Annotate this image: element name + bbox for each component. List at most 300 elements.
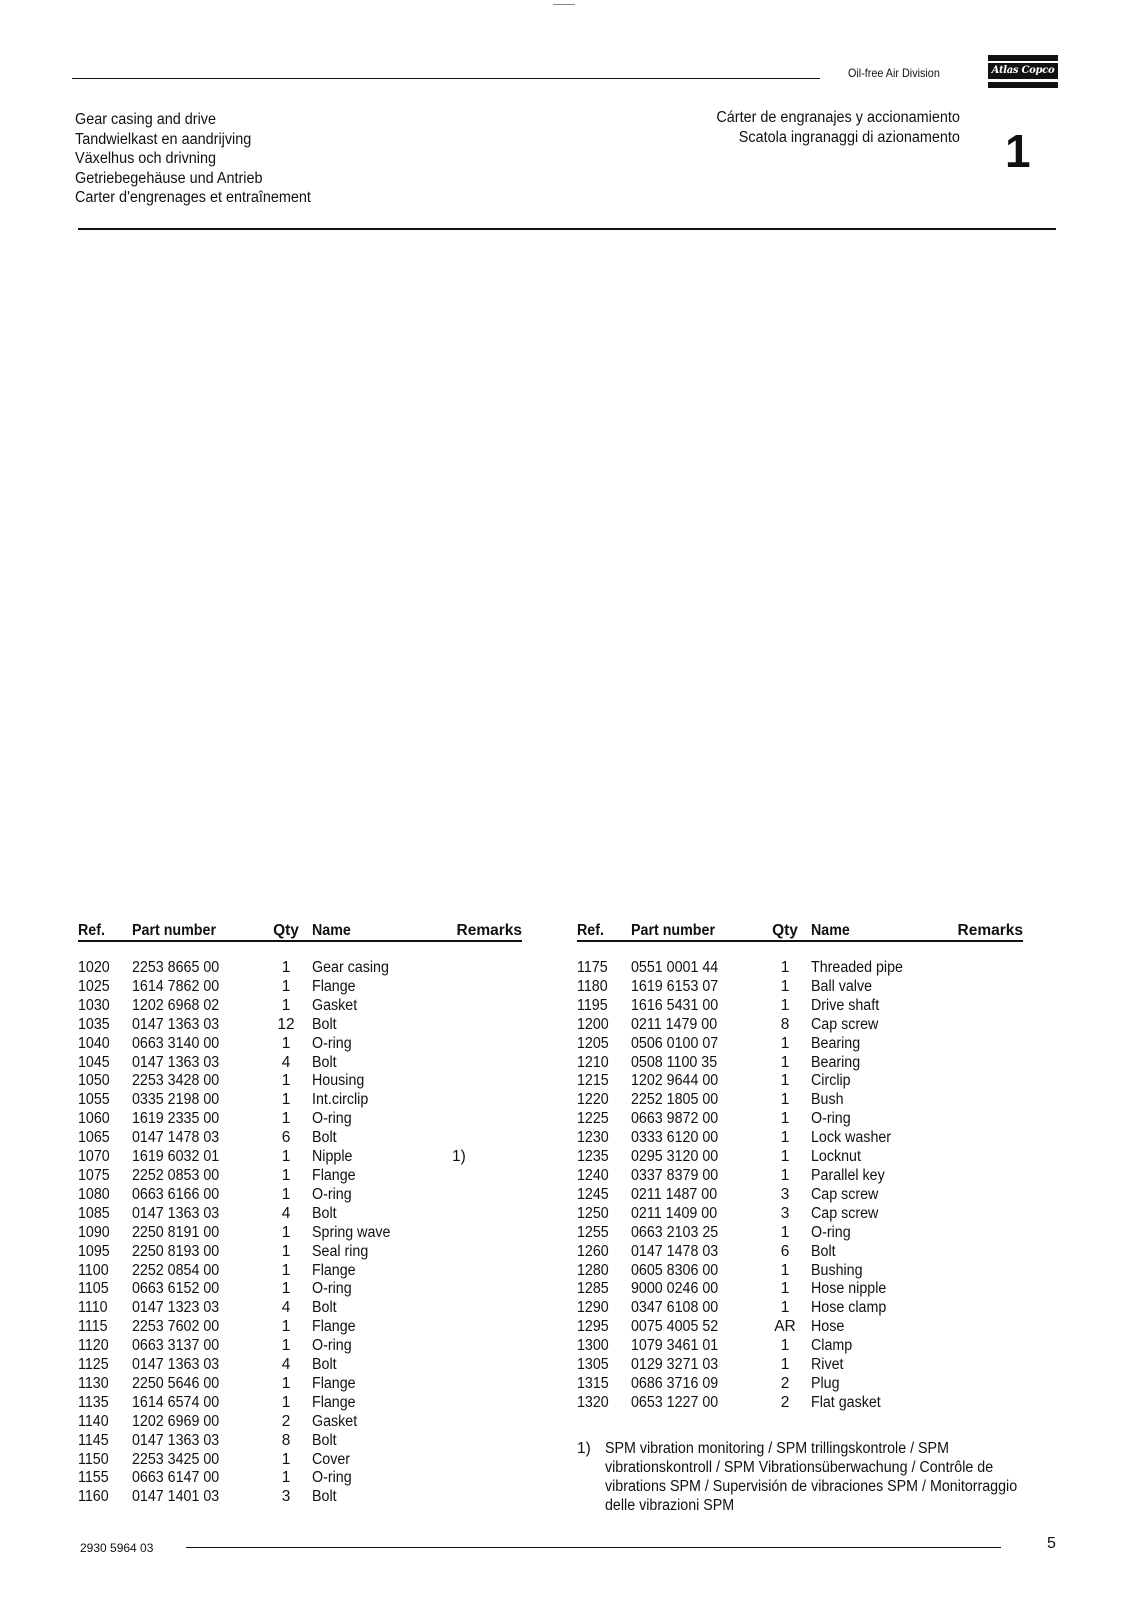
column-header-name: Name [805,918,953,941]
qty-cell: 1 [281,1034,291,1052]
remarks-cell [953,1299,1023,1318]
name-cell: Flange [312,1393,356,1411]
qty-cell: 1 [281,1469,291,1487]
table-row [78,1016,522,1035]
remarks-cell [953,1186,1023,1205]
part-number-cell: 2253 3425 00 [132,1450,220,1468]
part-number-cell: 0295 3120 00 [631,1148,719,1166]
column-header-remarks: Remarks [953,918,1023,941]
remarks-cell [452,1413,522,1432]
column-header-part-number: Part number [132,918,266,941]
ref-cell: 1090 [78,1223,110,1241]
qty-cell: 1 [780,1053,790,1071]
part-number-cell: 0686 3716 09 [631,1374,719,1392]
part-number-cell: 1619 2335 00 [132,1110,220,1128]
ref-cell: 1220 [577,1091,609,1109]
ref-cell: 1210 [577,1053,609,1071]
ref-cell: 1215 [577,1072,609,1090]
part-number-cell: 0551 0001 44 [631,959,719,976]
column-header-qty: Qty [765,918,805,941]
table-row [78,1356,522,1375]
remarks-cell [452,978,522,997]
remarks-cell [452,1224,522,1243]
name-cell: Bolt [811,1242,836,1260]
remarks-cell [953,1035,1023,1054]
title-rule [78,228,1056,230]
logo-wordmark: Atlas Copco [988,63,1058,79]
part-number-cell: 0211 1479 00 [631,1015,718,1033]
part-number-cell: 1619 6032 01 [132,1148,220,1166]
qty-cell: 1 [780,1129,790,1147]
name-cell: Cap screw [811,1185,879,1203]
part-number-cell: 2250 5646 00 [132,1374,220,1392]
brand-logo [988,55,1058,89]
table-row [577,1356,1023,1375]
ref-cell: 1290 [577,1299,609,1317]
table-row [78,1318,522,1337]
name-cell: Gasket [312,996,358,1014]
section-titles-left [75,110,311,208]
qty-cell: 1 [281,1091,291,1109]
qty-cell: 1 [780,1280,790,1298]
ref-cell: 1240 [577,1166,609,1184]
remarks-cell [452,1186,522,1205]
qty-cell: 1 [780,1110,790,1128]
table-row [577,1110,1023,1129]
qty-cell: 1 [281,1374,291,1392]
part-number-cell: 1079 3461 01 [631,1337,719,1355]
qty-cell: 8 [281,1431,291,1449]
qty-cell: 1 [281,1223,291,1241]
table-row [577,1205,1023,1224]
logo-bar-top [988,55,1058,61]
part-number-cell: 0663 2103 25 [631,1223,719,1241]
name-cell: Cover [312,1450,351,1468]
remarks-cell [452,1110,522,1129]
part-number-cell: 0663 6147 00 [132,1469,220,1487]
part-number-cell: 1202 6969 00 [132,1412,220,1430]
division-label: Oil-free Air Division [848,66,940,80]
part-number-cell: 0075 4005 52 [631,1318,719,1336]
name-cell: Spring wave [312,1223,391,1241]
table-row [78,1186,522,1205]
remarks-cell [953,1224,1023,1243]
qty-cell: 1 [780,1223,790,1241]
table-row [577,1129,1023,1148]
parts-table-left [78,918,522,1507]
table-row [78,1148,522,1167]
table-row [78,959,522,978]
part-number-cell: 0663 6152 00 [132,1280,220,1298]
part-number-cell: 0663 3137 00 [132,1337,220,1355]
remarks-cell [953,1280,1023,1299]
qty-cell: 2 [780,1393,790,1411]
name-cell: O-ring [811,1110,851,1128]
part-number-cell: 1614 6574 00 [132,1393,220,1411]
name-cell: Gasket [312,1412,358,1430]
name-cell: O-ring [312,1034,352,1052]
qty-cell: 1 [281,1450,291,1468]
table-row [577,1091,1023,1110]
table-row [577,1016,1023,1035]
remarks-cell [452,1072,522,1091]
part-number-cell: 0333 6120 00 [631,1129,719,1147]
name-cell: Bearing [811,1034,861,1052]
part-number-cell: 0653 1227 00 [631,1393,719,1411]
remarks-cell [452,1318,522,1337]
ref-cell: 1295 [577,1318,609,1336]
remarks-cell [452,1016,522,1035]
table-row [78,1432,522,1451]
table-row [78,1054,522,1073]
section-number: 1 [1005,125,1031,177]
ref-cell: 1095 [78,1242,110,1260]
table-row [78,1375,522,1394]
ref-cell: 1315 [577,1374,609,1392]
ref-cell: 1070 [78,1148,110,1166]
table-row [78,1205,522,1224]
qty-cell: 4 [281,1299,291,1317]
part-number-cell: 2252 0853 00 [132,1166,220,1184]
table-row [78,1280,522,1299]
name-cell: Flange [312,977,356,995]
qty-cell: 1 [780,1337,790,1355]
remarks-cell [953,1016,1023,1035]
ref-cell: 1050 [78,1072,110,1090]
table-row [577,959,1023,978]
table-header-row [78,918,522,941]
title-english: Gear casing and drive [75,111,217,128]
table-spacer-row [577,941,1023,959]
ref-cell: 1140 [78,1412,109,1430]
table-row [78,1451,522,1470]
name-cell: Lock washer [811,1129,892,1147]
ref-cell: 1230 [577,1129,609,1147]
name-cell: Flange [312,1261,356,1279]
table-row [78,1091,522,1110]
qty-cell: 1 [281,1185,291,1203]
header-rule [72,78,820,79]
name-cell: Bolt [312,1299,337,1317]
part-number-cell: 0147 1363 03 [132,1204,220,1222]
part-number-cell: 0663 9872 00 [631,1110,719,1128]
ref-cell: 1065 [78,1129,110,1147]
remarks-cell [953,1394,1023,1413]
remarks-cell [953,1262,1023,1281]
part-number-cell: 0147 1478 03 [631,1242,719,1260]
name-cell: Bolt [312,1015,337,1033]
qty-cell: 4 [281,1204,291,1222]
ref-cell: 1130 [78,1374,109,1392]
table-row [78,1394,522,1413]
qty-cell: 1 [281,977,291,995]
title-dutch: Tandwielkast en aandrijving [75,130,252,148]
section-titles-right [716,108,960,147]
name-cell: Seal ring [312,1242,369,1260]
qty-cell: 1 [780,1261,790,1279]
ref-cell: 1250 [577,1204,609,1222]
name-cell: Flat gasket [811,1393,881,1411]
title-italian: Scatola ingranaggi di azionamento [738,128,960,146]
qty-cell: 1 [281,1261,291,1279]
part-number-cell: 2252 0854 00 [132,1261,220,1279]
remarks-cell [452,1054,522,1073]
qty-cell: 4 [281,1053,291,1071]
name-cell: O-ring [312,1337,352,1355]
table-row [577,1280,1023,1299]
part-number-cell: 0508 1100 35 [631,1053,718,1071]
ref-cell: 1180 [577,977,608,995]
remarks-cell [452,1451,522,1470]
name-cell: Locknut [811,1148,861,1166]
column-header-remarks: Remarks [452,918,522,941]
name-cell: Bolt [312,1204,337,1222]
remarks-cell [452,1262,522,1281]
qty-cell: 1 [281,1337,291,1355]
table-row [577,1394,1023,1413]
ref-cell: 1125 [78,1356,109,1374]
remarks-cell [452,1035,522,1054]
table-header-row [577,918,1023,941]
remarks-cell [452,997,522,1016]
ref-cell: 1060 [78,1110,110,1128]
remarks-cell [953,1243,1023,1262]
remarks-cell [452,1280,522,1299]
name-cell: Flange [312,1374,356,1392]
ref-cell: 1150 [78,1450,109,1468]
column-header-part-number: Part number [631,918,765,941]
qty-cell: 1 [281,1393,291,1411]
part-number-cell: 0147 1363 03 [132,1015,220,1033]
part-number-cell: 2253 8665 00 [132,959,220,976]
name-cell: Parallel key [811,1166,885,1184]
ref-cell: 1110 [78,1299,108,1317]
table-row [78,1469,522,1488]
part-number-cell: 1616 5431 00 [631,996,719,1014]
table-row [78,1299,522,1318]
part-number-cell: 0663 6166 00 [132,1185,220,1203]
qty-cell: 1 [281,1166,291,1184]
name-cell: Cap screw [811,1204,879,1222]
remarks-cell [452,1299,522,1318]
name-cell: Int.circlip [312,1091,369,1109]
ref-cell: 1085 [78,1204,110,1222]
ref-cell: 1305 [577,1356,609,1374]
remarks-cell: 1) [452,1148,466,1166]
table-row [577,1148,1023,1167]
footer-rule [186,1547,1001,1548]
name-cell: Hose [811,1318,845,1336]
qty-cell: 1 [780,977,790,995]
top-edge-mark [553,4,575,5]
ref-cell: 1300 [577,1337,609,1355]
ref-cell: 1280 [577,1261,609,1279]
part-number-cell: 2250 8191 00 [132,1223,220,1241]
table-row [577,1299,1023,1318]
ref-cell: 1030 [78,996,110,1014]
table-row [577,978,1023,997]
name-cell: Hose clamp [811,1299,887,1317]
name-cell: Circlip [811,1072,851,1090]
part-number-cell: 0147 1363 03 [132,1053,220,1071]
table-row [577,1262,1023,1281]
name-cell: Bolt [312,1431,337,1449]
table-row [78,1413,522,1432]
remarks-cell [452,1091,522,1110]
name-cell: O-ring [312,1185,352,1203]
ref-cell: 1175 [577,959,608,976]
remarks-cell [953,1091,1023,1110]
remarks-cell [953,1356,1023,1375]
title-spanish: Cárter de engranajes y accionamiento [716,109,960,126]
qty-cell: 1 [780,1148,790,1166]
name-cell: Rivet [811,1356,844,1374]
name-cell: Bolt [312,1356,337,1374]
name-cell: Plug [811,1374,840,1392]
ref-cell: 1260 [577,1242,609,1260]
part-number-cell: 2253 3428 00 [132,1072,220,1090]
part-number-cell: 9000 0246 00 [631,1280,719,1298]
remarks-cell [452,1243,522,1262]
name-cell: Housing [312,1072,365,1090]
remarks-cell [953,1072,1023,1091]
ref-cell: 1045 [78,1053,110,1071]
table-row [78,1243,522,1262]
table-row [577,1224,1023,1243]
ref-cell: 1115 [78,1318,108,1336]
name-cell: Bolt [312,1488,337,1506]
qty-cell: 6 [780,1242,790,1260]
ref-cell: 1205 [577,1034,609,1052]
part-number-cell: 0147 1478 03 [132,1129,220,1147]
qty-cell: 1 [780,1072,790,1090]
name-cell: O-ring [312,1469,352,1487]
ref-cell: 1135 [78,1393,109,1411]
remarks-cell [953,997,1023,1016]
column-header-qty: Qty [266,918,306,941]
qty-cell: 1 [281,1280,291,1298]
name-cell: Hose nipple [811,1280,887,1298]
parts-table-right-body [577,941,1023,1413]
remarks-cell [953,1375,1023,1394]
qty-cell: 2 [281,1412,291,1430]
remarks-cell [953,1318,1023,1337]
table-spacer-row [78,941,522,959]
ref-cell: 1225 [577,1110,609,1128]
title-french: Carter d'engrenages et entraînement [75,189,311,206]
footnote-text: SPM vibration monitoring / SPM trillingskontrole / SPM vibrationskontroll / SPM Vibrationsüberwachung / Contrôle de vibrations SPM / Supervisión de vibraciones SPM / Monitorraggio delle vibrazioni SPM [605,1440,1018,1514]
table-row [577,997,1023,1016]
qty-cell: 1 [281,996,291,1014]
name-cell: Bearing [811,1053,861,1071]
remarks-cell [452,1129,522,1148]
ref-cell: 1040 [78,1034,110,1052]
part-number-cell: 2253 7602 00 [132,1318,220,1336]
remarks-cell [452,1167,522,1186]
name-cell: Flange [312,1166,356,1184]
part-number-cell: 0129 3271 03 [631,1356,719,1374]
ref-cell: 1235 [577,1148,609,1166]
name-cell: Flange [312,1318,356,1336]
ref-cell: 1155 [78,1469,109,1487]
qty-cell: 1 [780,959,790,976]
qty-cell: 6 [281,1129,291,1147]
ref-cell: 1285 [577,1280,609,1298]
part-number-cell: 2250 8193 00 [132,1242,220,1260]
table-row [577,1318,1023,1337]
qty-cell: 1 [780,1166,790,1184]
remarks-cell [953,1337,1023,1356]
qty-cell: AR [774,1318,796,1336]
ref-cell: 1075 [78,1166,110,1184]
name-cell: Clamp [811,1337,853,1355]
qty-cell: 4 [281,1356,291,1374]
remarks-cell [452,1356,522,1375]
remarks-cell [452,1205,522,1224]
qty-cell: 1 [281,1242,291,1260]
remarks-cell [452,1488,522,1507]
table-row [577,1375,1023,1394]
part-number-cell: 0147 1401 03 [132,1488,220,1506]
ref-cell: 1055 [78,1091,110,1109]
part-number-cell: 0347 6108 00 [631,1299,719,1317]
column-header-ref: Ref. [78,918,132,941]
title-swedish: Växelhus och drivning [75,150,217,167]
remarks-cell [452,959,522,978]
table-row [78,978,522,997]
name-cell: Bushing [811,1261,863,1279]
part-number-cell: 1619 6153 07 [631,977,719,995]
name-cell: Threaded pipe [811,959,903,976]
table-row [78,1167,522,1186]
name-cell: Ball valve [811,977,873,995]
part-number-cell: 0605 8306 00 [631,1261,719,1279]
remarks-cell [953,959,1023,978]
qty-cell: 3 [780,1204,790,1222]
part-number-cell: 0337 8379 00 [631,1166,719,1184]
qty-cell: 1 [780,1091,790,1109]
name-cell: O-ring [312,1280,352,1298]
table-row [78,1337,522,1356]
remarks-cell [953,1129,1023,1148]
qty-cell: 1 [780,1356,790,1374]
qty-cell: 1 [281,1318,291,1336]
page-number: 5 [1047,1535,1056,1552]
ref-cell: 1195 [577,996,608,1014]
ref-cell: 1200 [577,1015,609,1033]
part-number-cell: 0147 1363 03 [132,1431,220,1449]
column-header-name: Name [306,918,452,941]
qty-cell: 3 [281,1488,291,1506]
name-cell: Gear casing [312,959,389,976]
ref-cell: 1100 [78,1261,109,1279]
qty-cell: 1 [281,959,291,976]
part-number-cell: 0211 1409 00 [631,1204,718,1222]
remarks-cell [452,1375,522,1394]
parts-table-right [577,918,1023,1413]
table-row [78,1035,522,1054]
name-cell: O-ring [312,1110,352,1128]
ref-cell: 1025 [78,977,110,995]
name-cell: Bolt [312,1053,337,1071]
name-cell: Bush [811,1091,844,1109]
qty-cell: 3 [780,1185,790,1203]
table-row [78,1129,522,1148]
part-number-cell: 0147 1363 03 [132,1356,220,1374]
ref-cell: 1120 [78,1337,109,1355]
ref-cell: 1080 [78,1185,110,1203]
remarks-cell [953,1148,1023,1167]
